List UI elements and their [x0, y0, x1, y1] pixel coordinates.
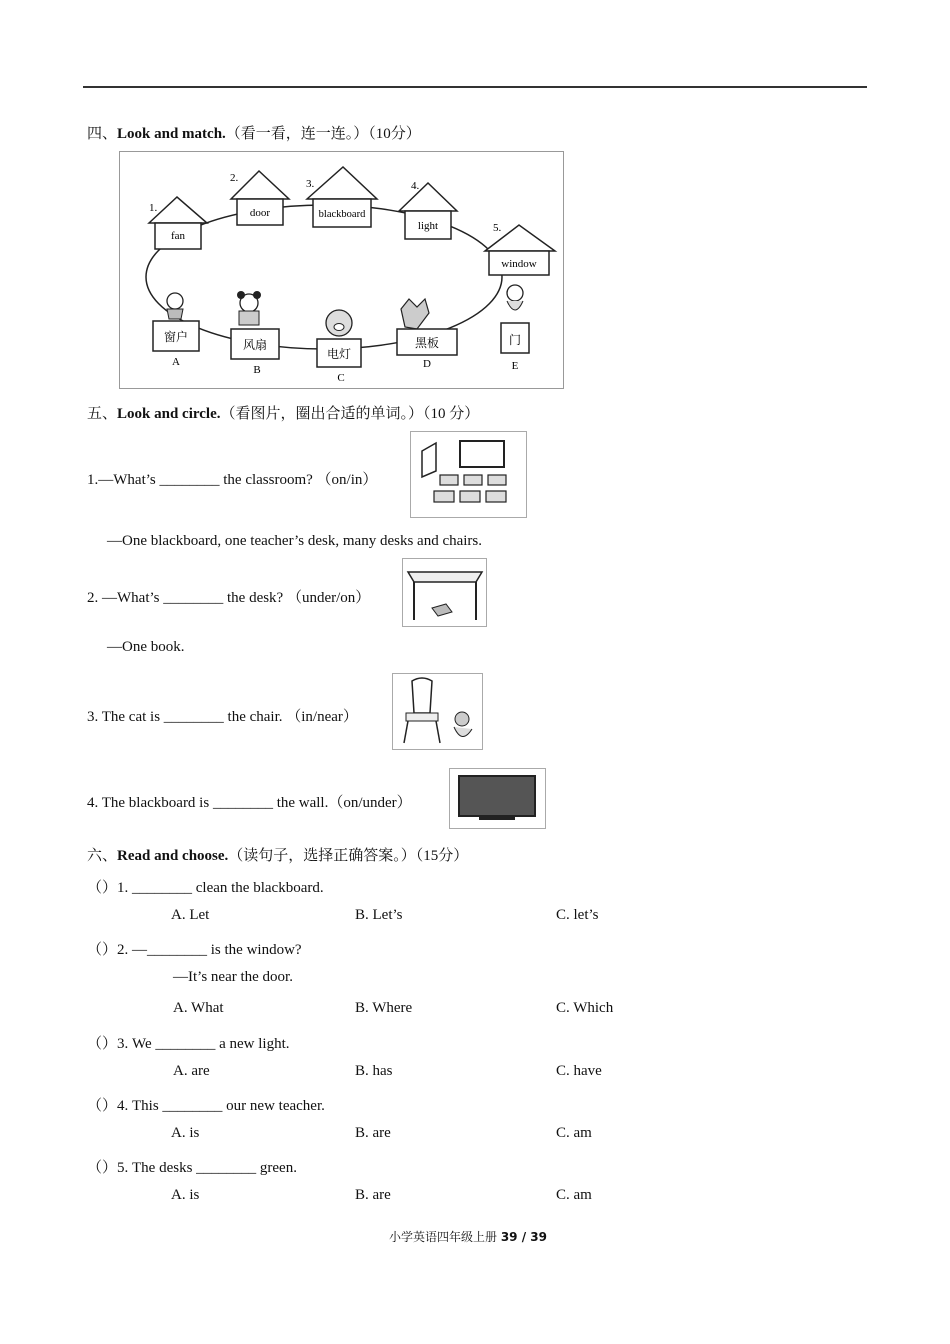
section6-title: Read and choose. — [117, 848, 229, 864]
s6-q2-sub: —It’s near the door. — [173, 969, 293, 985]
house1-num: 1. — [149, 202, 158, 214]
footer-text: 小学英语四年级上册 — [389, 1230, 501, 1244]
s6-question-5-stem: （）5. The desks ________ green. — [87, 1160, 297, 1176]
box-d-cn: 黑板 — [414, 336, 440, 350]
box-e-letter: E — [511, 360, 519, 372]
header-rule — [83, 86, 867, 88]
s6-q1-option-c: C. let’s — [556, 907, 599, 923]
s5-answer-1: —One blackboard, one teacher’s desk, many desks and chairs. — [107, 533, 483, 549]
box-b-cn: 风扇 — [242, 338, 268, 352]
s6-q3-option-b: B. has — [355, 1063, 393, 1079]
match-figure — [119, 151, 565, 389]
section6-heading — [87, 844, 468, 865]
animal-a-icon — [167, 293, 183, 319]
page-footer — [389, 1228, 547, 1245]
house-light — [399, 180, 457, 239]
box-c — [317, 339, 361, 384]
box-b — [231, 329, 279, 376]
s6-question-1-stem: （）1. ________ clean the blackboard. — [87, 880, 324, 896]
box-b-letter: B — [253, 364, 261, 376]
house5-num: 5. — [493, 222, 502, 234]
s6-q1-option-a: A. Let — [171, 907, 210, 923]
section4-number: 四、 — [87, 126, 118, 142]
house5-word: window — [501, 258, 537, 270]
box-c-letter: C — [337, 372, 345, 384]
section5-heading — [87, 402, 479, 423]
house3-word: blackboard — [318, 209, 366, 220]
animal-e-icon — [507, 285, 523, 310]
box-a-letter: A — [172, 356, 180, 368]
blackboard-image — [449, 768, 547, 830]
section5-note: （看图片，圈出合适的单词。）（10 分） — [220, 406, 480, 422]
section4-note: （看一看，连一连。）（10分） — [225, 126, 421, 142]
cat-chair-image — [392, 673, 484, 751]
house4-word: light — [417, 220, 439, 232]
house-window — [485, 222, 555, 275]
section5-number: 五、 — [87, 406, 118, 422]
s6-q5-option-c: C. am — [556, 1187, 592, 1203]
s5-question-4: 4. The blackboard is ________ the wall.（on/under） — [87, 795, 412, 811]
house-door — [230, 171, 289, 225]
s6-q5-option-a: A. is — [171, 1187, 200, 1203]
s6-question-4-stem: （）4. This ________ our new teacher. — [87, 1098, 325, 1114]
house3-num: 3. — [306, 178, 315, 190]
s6-q4-option-b: B. are — [355, 1125, 391, 1141]
s5-question-1: 1.—What’s ________ the classroom? （on/in） — [87, 472, 378, 488]
s6-q4-option-c: C. am — [556, 1125, 592, 1141]
s6-q3-option-c: C. have — [556, 1063, 602, 1079]
box-a-cn: 窗户 — [163, 330, 189, 344]
section6-note: （读句子，选择正确答案。）（15分） — [228, 848, 469, 864]
s6-q4-option-a: A. is — [171, 1125, 200, 1141]
s6-q1-option-b: B. Let’s — [355, 907, 403, 923]
box-c-cn: 电灯 — [326, 347, 352, 361]
house-blackboard — [306, 167, 377, 227]
s6-question-3-stem: （）3. We ________ a new light. — [87, 1036, 290, 1052]
s5-question-3: 3. The cat is ________ the chair. （in/near） — [87, 709, 358, 725]
box-e — [501, 323, 529, 372]
animal-c-icon — [326, 310, 352, 336]
s6-question-2-stem: （）2. —________ is the window? — [87, 942, 302, 958]
house1-word: fan — [170, 230, 186, 242]
s6-q2-option-b: B. Where — [355, 1000, 413, 1016]
s6-q5-option-b: B. are — [355, 1187, 391, 1203]
animal-b-icon — [237, 291, 261, 325]
section4-heading — [87, 122, 421, 143]
house4-num: 4. — [411, 180, 420, 192]
s5-answer-2: —One book. — [107, 639, 185, 655]
house-fan — [149, 197, 207, 249]
s5-question-2: 2. —What’s ________ the desk? （under/on） — [87, 590, 371, 606]
section6-number: 六、 — [87, 848, 118, 864]
classroom-image — [410, 431, 528, 519]
box-e-cn: 门 — [508, 333, 522, 347]
box-d-letter: D — [423, 358, 431, 370]
section4-title: Look and match. — [117, 126, 226, 142]
animal-d-icon — [401, 299, 429, 329]
desk-image — [402, 558, 488, 628]
page-number: 39 / 39 — [500, 1230, 547, 1244]
s6-q2-option-c: C. Which — [556, 1000, 614, 1016]
house2-num: 2. — [230, 172, 239, 184]
house2-word: door — [249, 207, 271, 219]
section5-title: Look and circle. — [117, 406, 221, 422]
s6-q3-option-a: A. are — [173, 1063, 210, 1079]
box-a — [153, 321, 199, 368]
s6-q2-option-a: A. What — [173, 1000, 224, 1016]
box-d — [397, 329, 457, 370]
